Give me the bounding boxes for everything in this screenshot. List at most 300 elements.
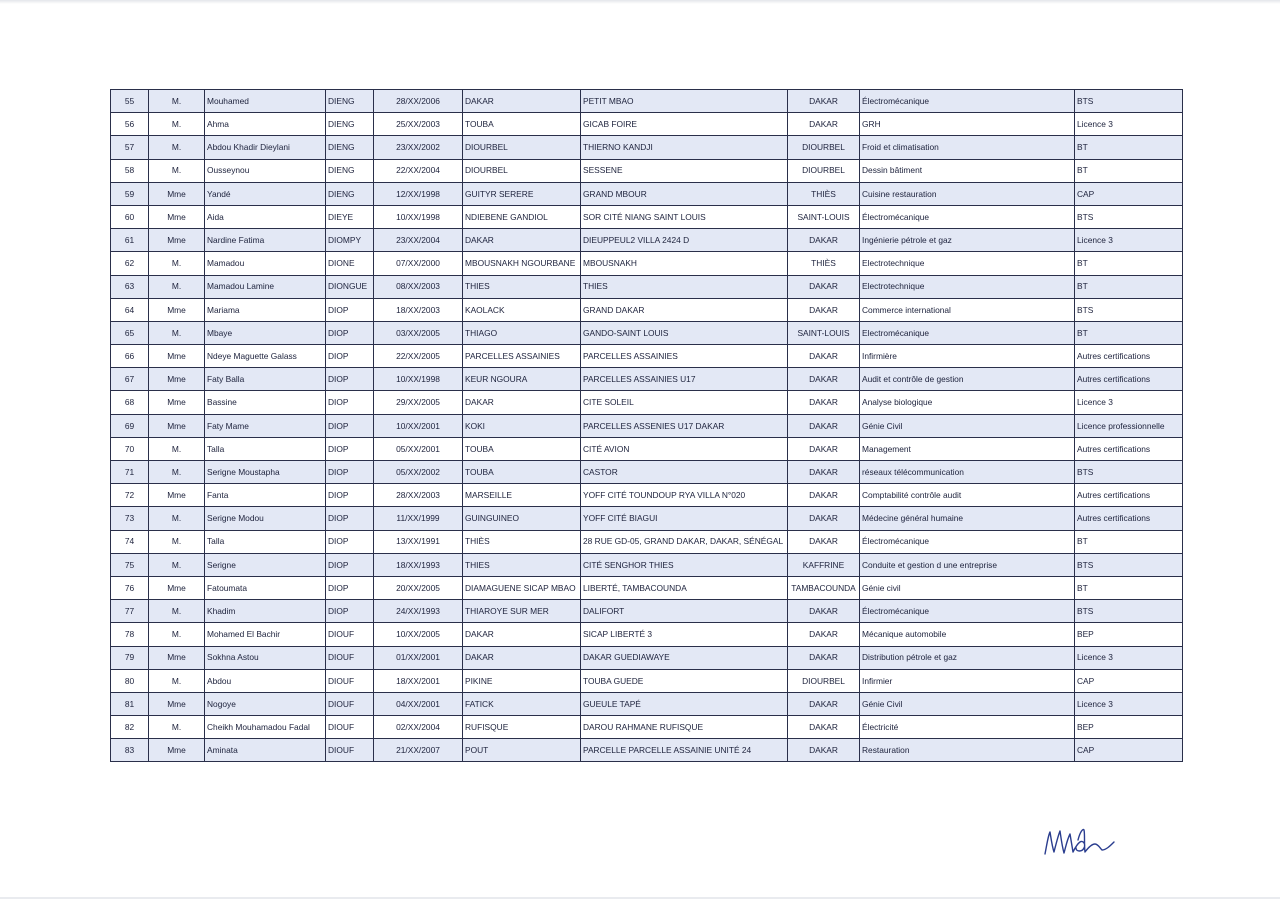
row-number-cell: 82	[111, 716, 149, 739]
first-name-cell: Fatoumata	[205, 576, 326, 599]
address-cell: TOUBA GUEDE	[581, 669, 788, 692]
last-name-cell: DIOMPY	[326, 229, 374, 252]
first-name-cell: Talla	[205, 437, 326, 460]
address-cell: DAROU RAHMANE RUFISQUE	[581, 716, 788, 739]
field-of-study-cell: Électromécanique	[860, 530, 1075, 553]
last-name-cell: DIOP	[326, 507, 374, 530]
region-cell: DAKAR	[788, 461, 860, 484]
region-cell: DAKAR	[788, 437, 860, 460]
first-name-cell: Bassine	[205, 391, 326, 414]
region-cell: DAKAR	[788, 739, 860, 762]
row-number-cell: 59	[111, 182, 149, 205]
civility-cell: M.	[149, 461, 205, 484]
row-number-cell: 55	[111, 90, 149, 113]
address-cell: 28 RUE GD-05, GRAND DAKAR, DAKAR, SÉNÉGAL	[581, 530, 788, 553]
first-name-cell: Abdou	[205, 669, 326, 692]
last-name-cell: DIOUF	[326, 739, 374, 762]
field-of-study-cell: Génie civil	[860, 576, 1075, 599]
birth-place-cell: THIÈS	[463, 530, 581, 553]
birth-date-cell: 18/XX/1993	[374, 553, 463, 576]
address-cell: PETIT MBAO	[581, 90, 788, 113]
row-number-cell: 72	[111, 484, 149, 507]
table-row	[111, 576, 1183, 599]
birth-date-cell: 02/XX/2004	[374, 716, 463, 739]
region-cell: SAINT-LOUIS	[788, 321, 860, 344]
region-cell: DIOURBEL	[788, 136, 860, 159]
address-cell: DALIFORT	[581, 600, 788, 623]
civility-cell: M.	[149, 159, 205, 182]
first-name-cell: Faty Mame	[205, 414, 326, 437]
field-of-study-cell: Comptabilité contrôle audit	[860, 484, 1075, 507]
diploma-cell: BT	[1075, 159, 1183, 182]
birth-place-cell: KEUR NGOURA	[463, 368, 581, 391]
region-cell: DAKAR	[788, 600, 860, 623]
last-name-cell: DIOUF	[326, 623, 374, 646]
birth-place-cell: KOKI	[463, 414, 581, 437]
first-name-cell: Khadim	[205, 600, 326, 623]
last-name-cell: DIOP	[326, 298, 374, 321]
civility-cell: M.	[149, 623, 205, 646]
birth-date-cell: 05/XX/2001	[374, 437, 463, 460]
table-row	[111, 553, 1183, 576]
civility-cell: M.	[149, 716, 205, 739]
diploma-cell: BTS	[1075, 298, 1183, 321]
civility-cell: Mme	[149, 484, 205, 507]
region-cell: TAMBACOUNDA	[788, 576, 860, 599]
row-number-cell: 79	[111, 646, 149, 669]
last-name-cell: DIENG	[326, 159, 374, 182]
region-cell: THIÈS	[788, 182, 860, 205]
field-of-study-cell: Restauration	[860, 739, 1075, 762]
birth-date-cell: 20/XX/2005	[374, 576, 463, 599]
table-row	[111, 182, 1183, 205]
diploma-cell: BEP	[1075, 623, 1183, 646]
birth-date-cell: 22/XX/2005	[374, 345, 463, 368]
civility-cell: M.	[149, 113, 205, 136]
field-of-study-cell: Electrotechnique	[860, 252, 1075, 275]
diploma-cell: Licence 3	[1075, 646, 1183, 669]
birth-place-cell: THIAROYE SUR MER	[463, 600, 581, 623]
region-cell: DAKAR	[788, 716, 860, 739]
table-row	[111, 275, 1183, 298]
civility-cell: M.	[149, 600, 205, 623]
row-number-cell: 80	[111, 669, 149, 692]
civility-cell: Mme	[149, 576, 205, 599]
last-name-cell: DIOUF	[326, 692, 374, 715]
field-of-study-cell: réseaux télécommunication	[860, 461, 1075, 484]
table-row	[111, 716, 1183, 739]
row-number-cell: 57	[111, 136, 149, 159]
table-row	[111, 298, 1183, 321]
row-number-cell: 71	[111, 461, 149, 484]
address-cell: GICAB FOIRE	[581, 113, 788, 136]
diploma-cell: BTS	[1075, 90, 1183, 113]
region-cell: DAKAR	[788, 298, 860, 321]
birth-date-cell: 22/XX/2004	[374, 159, 463, 182]
birth-date-cell: 01/XX/2001	[374, 646, 463, 669]
row-number-cell: 60	[111, 205, 149, 228]
field-of-study-cell: Conduite et gestion d une entreprise	[860, 553, 1075, 576]
last-name-cell: DIENG	[326, 90, 374, 113]
first-name-cell: Aida	[205, 205, 326, 228]
diploma-cell: BT	[1075, 576, 1183, 599]
field-of-study-cell: Mécanique automobile	[860, 623, 1075, 646]
last-name-cell: DIONE	[326, 252, 374, 275]
table-row	[111, 669, 1183, 692]
table-row	[111, 205, 1183, 228]
field-of-study-cell: Infirmière	[860, 345, 1075, 368]
last-name-cell: DIOP	[326, 576, 374, 599]
row-number-cell: 74	[111, 530, 149, 553]
birth-date-cell: 13/XX/1991	[374, 530, 463, 553]
scan-top-edge	[0, 0, 1280, 4]
first-name-cell: Mariama	[205, 298, 326, 321]
birth-date-cell: 18/XX/2001	[374, 669, 463, 692]
address-cell: PARCELLE PARCELLE ASSAINIE UNITÉ 24	[581, 739, 788, 762]
region-cell: DAKAR	[788, 692, 860, 715]
table-row	[111, 159, 1183, 182]
first-name-cell: Mouhamed	[205, 90, 326, 113]
handwritten-signature-icon	[1040, 822, 1120, 862]
birth-date-cell: 23/XX/2002	[374, 136, 463, 159]
address-cell: GANDO-SAINT LOUIS	[581, 321, 788, 344]
row-number-cell: 77	[111, 600, 149, 623]
last-name-cell: DIOP	[326, 321, 374, 344]
row-number-cell: 64	[111, 298, 149, 321]
birth-place-cell: TOUBA	[463, 113, 581, 136]
field-of-study-cell: Électromécanique	[860, 90, 1075, 113]
address-cell: PARCELLES ASSENIES U17 DAKAR	[581, 414, 788, 437]
address-cell: CITÉ SENGHOR THIES	[581, 553, 788, 576]
table-row	[111, 90, 1183, 113]
birth-place-cell: THIES	[463, 553, 581, 576]
civility-cell: Mme	[149, 646, 205, 669]
civility-cell: Mme	[149, 414, 205, 437]
first-name-cell: Mamadou Lamine	[205, 275, 326, 298]
region-cell: DAKAR	[788, 368, 860, 391]
row-number-cell: 65	[111, 321, 149, 344]
region-cell: DAKAR	[788, 275, 860, 298]
civility-cell: Mme	[149, 182, 205, 205]
first-name-cell: Mohamed El Bachir	[205, 623, 326, 646]
table-row	[111, 461, 1183, 484]
birth-date-cell: 10/XX/1998	[374, 205, 463, 228]
address-cell: MBOUSNAKH	[581, 252, 788, 275]
field-of-study-cell: Distribution pétrole et gaz	[860, 646, 1075, 669]
civility-cell: M.	[149, 252, 205, 275]
row-number-cell: 81	[111, 692, 149, 715]
birth-place-cell: DIOURBEL	[463, 159, 581, 182]
first-name-cell: Aminata	[205, 739, 326, 762]
row-number-cell: 73	[111, 507, 149, 530]
field-of-study-cell: Analyse biologique	[860, 391, 1075, 414]
first-name-cell: Fanta	[205, 484, 326, 507]
birth-date-cell: 25/XX/2003	[374, 113, 463, 136]
field-of-study-cell: Froid et climatisation	[860, 136, 1075, 159]
address-cell: DAKAR GUEDIAWAYE	[581, 646, 788, 669]
first-name-cell: Sokhna Astou	[205, 646, 326, 669]
table-row	[111, 437, 1183, 460]
region-cell: DAKAR	[788, 414, 860, 437]
last-name-cell: DIOP	[326, 461, 374, 484]
row-number-cell: 61	[111, 229, 149, 252]
table-row	[111, 252, 1183, 275]
civility-cell: Mme	[149, 298, 205, 321]
birth-place-cell: THIAGO	[463, 321, 581, 344]
birth-date-cell: 04/XX/2001	[374, 692, 463, 715]
diploma-cell: BT	[1075, 530, 1183, 553]
row-number-cell: 67	[111, 368, 149, 391]
first-name-cell: Serigne Moustapha	[205, 461, 326, 484]
civility-cell: M.	[149, 136, 205, 159]
first-name-cell: Serigne	[205, 553, 326, 576]
table-row	[111, 623, 1183, 646]
diploma-cell: CAP	[1075, 669, 1183, 692]
region-cell: THIÈS	[788, 252, 860, 275]
birth-place-cell: RUFISQUE	[463, 716, 581, 739]
address-cell: LIBERTÉ, TAMBACOUNDA	[581, 576, 788, 599]
first-name-cell: Yandé	[205, 182, 326, 205]
last-name-cell: DIEYE	[326, 205, 374, 228]
birth-place-cell: THIES	[463, 275, 581, 298]
address-cell: GRAND DAKAR	[581, 298, 788, 321]
row-number-cell: 66	[111, 345, 149, 368]
birth-date-cell: 23/XX/2004	[374, 229, 463, 252]
last-name-cell: DIOP	[326, 414, 374, 437]
diploma-cell: Autres certifications	[1075, 437, 1183, 460]
table-row	[111, 646, 1183, 669]
birth-place-cell: POUT	[463, 739, 581, 762]
field-of-study-cell: Électromécanique	[860, 600, 1075, 623]
region-cell: DAKAR	[788, 90, 860, 113]
diploma-cell: Autres certifications	[1075, 345, 1183, 368]
table-row	[111, 345, 1183, 368]
region-cell: DAKAR	[788, 623, 860, 646]
birth-date-cell: 08/XX/2003	[374, 275, 463, 298]
region-cell: SAINT-LOUIS	[788, 205, 860, 228]
row-number-cell: 68	[111, 391, 149, 414]
diploma-cell: CAP	[1075, 182, 1183, 205]
diploma-cell: Licence 3	[1075, 113, 1183, 136]
birth-place-cell: GUINGUINEO	[463, 507, 581, 530]
table-row	[111, 113, 1183, 136]
birth-date-cell: 29/XX/2005	[374, 391, 463, 414]
last-name-cell: DIOP	[326, 391, 374, 414]
row-number-cell: 76	[111, 576, 149, 599]
table-row	[111, 391, 1183, 414]
diploma-cell: CAP	[1075, 739, 1183, 762]
civility-cell: M.	[149, 553, 205, 576]
region-cell: DAKAR	[788, 113, 860, 136]
birth-place-cell: PIKINE	[463, 669, 581, 692]
birth-date-cell: 21/XX/2007	[374, 739, 463, 762]
birth-place-cell: DAKAR	[463, 90, 581, 113]
civility-cell: M.	[149, 530, 205, 553]
row-number-cell: 56	[111, 113, 149, 136]
first-name-cell: Mamadou	[205, 252, 326, 275]
diploma-cell: BEP	[1075, 716, 1183, 739]
birth-date-cell: 18/XX/2003	[374, 298, 463, 321]
table-row	[111, 507, 1183, 530]
first-name-cell: Ousseynou	[205, 159, 326, 182]
field-of-study-cell: Infirmier	[860, 669, 1075, 692]
row-number-cell: 62	[111, 252, 149, 275]
last-name-cell: DIOUF	[326, 669, 374, 692]
table-row	[111, 530, 1183, 553]
diploma-cell: BTS	[1075, 461, 1183, 484]
first-name-cell: Talla	[205, 530, 326, 553]
row-number-cell: 58	[111, 159, 149, 182]
last-name-cell: DIOP	[326, 484, 374, 507]
row-number-cell: 70	[111, 437, 149, 460]
last-name-cell: DIOUF	[326, 716, 374, 739]
last-name-cell: DIOP	[326, 368, 374, 391]
row-number-cell: 69	[111, 414, 149, 437]
last-name-cell: DIENG	[326, 113, 374, 136]
civility-cell: M.	[149, 669, 205, 692]
region-cell: DIOURBEL	[788, 159, 860, 182]
region-cell: DAKAR	[788, 646, 860, 669]
table-row	[111, 368, 1183, 391]
field-of-study-cell: Génie Civil	[860, 414, 1075, 437]
civility-cell: Mme	[149, 345, 205, 368]
civility-cell: M.	[149, 90, 205, 113]
table-row	[111, 321, 1183, 344]
birth-date-cell: 10/XX/2001	[374, 414, 463, 437]
birth-place-cell: FATICK	[463, 692, 581, 715]
row-number-cell: 63	[111, 275, 149, 298]
table-body	[111, 90, 1183, 762]
first-name-cell: Serigne Modou	[205, 507, 326, 530]
field-of-study-cell: Commerce international	[860, 298, 1075, 321]
field-of-study-cell: Electrotechnique	[860, 275, 1075, 298]
diploma-cell: Autres certifications	[1075, 507, 1183, 530]
diploma-cell: BT	[1075, 252, 1183, 275]
address-cell: YOFF CITÉ TOUNDOUP RYA VILLA N°020	[581, 484, 788, 507]
diploma-cell: Licence 3	[1075, 692, 1183, 715]
first-name-cell: Abdou Khadir Dieylani	[205, 136, 326, 159]
birth-place-cell: MBOUSNAKH NGOURBANE	[463, 252, 581, 275]
birth-date-cell: 28/XX/2003	[374, 484, 463, 507]
field-of-study-cell: Management	[860, 437, 1075, 460]
field-of-study-cell: Dessin bâtiment	[860, 159, 1075, 182]
table-row	[111, 229, 1183, 252]
birth-place-cell: GUITYR SERERE	[463, 182, 581, 205]
first-name-cell: Mbaye	[205, 321, 326, 344]
diploma-cell: Licence 3	[1075, 229, 1183, 252]
field-of-study-cell: Audit et contrôle de gestion	[860, 368, 1075, 391]
first-name-cell: Faty Balla	[205, 368, 326, 391]
birth-date-cell: 03/XX/2005	[374, 321, 463, 344]
last-name-cell: DIOP	[326, 345, 374, 368]
diploma-cell: Autres certifications	[1075, 484, 1183, 507]
birth-date-cell: 12/XX/1998	[374, 182, 463, 205]
birth-date-cell: 07/XX/2000	[374, 252, 463, 275]
birth-place-cell: TOUBA	[463, 437, 581, 460]
diploma-cell: BT	[1075, 136, 1183, 159]
diploma-cell: BT	[1075, 275, 1183, 298]
diploma-cell: BT	[1075, 321, 1183, 344]
region-cell: DAKAR	[788, 530, 860, 553]
field-of-study-cell: Génie Civil	[860, 692, 1075, 715]
field-of-study-cell: Ingénierie pétrole et gaz	[860, 229, 1075, 252]
birth-place-cell: PARCELLES ASSAINIES	[463, 345, 581, 368]
birth-place-cell: NDIEBENE GANDIOL	[463, 205, 581, 228]
birth-date-cell: 05/XX/2002	[374, 461, 463, 484]
birth-date-cell: 24/XX/1993	[374, 600, 463, 623]
first-name-cell: Nogoye	[205, 692, 326, 715]
row-number-cell: 83	[111, 739, 149, 762]
birth-place-cell: MARSEILLE	[463, 484, 581, 507]
address-cell: CITÉ AVION	[581, 437, 788, 460]
birth-date-cell: 11/XX/1999	[374, 507, 463, 530]
birth-place-cell: DAKAR	[463, 391, 581, 414]
civility-cell: M.	[149, 437, 205, 460]
civility-cell: M.	[149, 275, 205, 298]
field-of-study-cell: Electromécanique	[860, 321, 1075, 344]
civility-cell: Mme	[149, 368, 205, 391]
address-cell: SOR CITÉ NIANG SAINT LOUIS	[581, 205, 788, 228]
civility-cell: Mme	[149, 692, 205, 715]
region-cell: DAKAR	[788, 391, 860, 414]
birth-place-cell: DAKAR	[463, 229, 581, 252]
address-cell: CITE SOLEIL	[581, 391, 788, 414]
field-of-study-cell: Médecine général humaine	[860, 507, 1075, 530]
row-number-cell: 78	[111, 623, 149, 646]
last-name-cell: DIOUF	[326, 646, 374, 669]
table-row	[111, 414, 1183, 437]
region-cell: DAKAR	[788, 507, 860, 530]
diploma-cell: BTS	[1075, 600, 1183, 623]
civility-cell: M.	[149, 321, 205, 344]
region-cell: DIOURBEL	[788, 669, 860, 692]
address-cell: SICAP LIBERTÉ 3	[581, 623, 788, 646]
birth-date-cell: 10/XX/1998	[374, 368, 463, 391]
address-cell: SESSENE	[581, 159, 788, 182]
last-name-cell: DIOP	[326, 530, 374, 553]
civility-cell: Mme	[149, 205, 205, 228]
field-of-study-cell: GRH	[860, 113, 1075, 136]
diploma-cell: Autres certifications	[1075, 368, 1183, 391]
row-number-cell: 75	[111, 553, 149, 576]
address-cell: DIEUPPEUL2 VILLA 2424 D	[581, 229, 788, 252]
address-cell: THIERNO KANDJI	[581, 136, 788, 159]
birth-place-cell: DIOURBEL	[463, 136, 581, 159]
civility-cell: Mme	[149, 229, 205, 252]
address-cell: GUEULE TAPÉ	[581, 692, 788, 715]
region-cell: DAKAR	[788, 345, 860, 368]
birth-place-cell: DAKAR	[463, 646, 581, 669]
diploma-cell: Licence 3	[1075, 391, 1183, 414]
address-cell: CASTOR	[581, 461, 788, 484]
last-name-cell: DIOP	[326, 600, 374, 623]
birth-place-cell: KAOLACK	[463, 298, 581, 321]
region-cell: KAFFRINE	[788, 553, 860, 576]
diploma-cell: BTS	[1075, 205, 1183, 228]
table-row	[111, 692, 1183, 715]
table-row	[111, 600, 1183, 623]
address-cell: PARCELLES ASSAINIES U17	[581, 368, 788, 391]
table-row	[111, 136, 1183, 159]
first-name-cell: Ndeye Maguette Galass	[205, 345, 326, 368]
birth-place-cell: TOUBA	[463, 461, 581, 484]
diploma-cell: BTS	[1075, 553, 1183, 576]
address-cell: PARCELLES ASSAINIES	[581, 345, 788, 368]
table-row	[111, 484, 1183, 507]
civility-cell: M.	[149, 507, 205, 530]
diploma-cell: Licence professionnelle	[1075, 414, 1183, 437]
civility-cell: Mme	[149, 739, 205, 762]
